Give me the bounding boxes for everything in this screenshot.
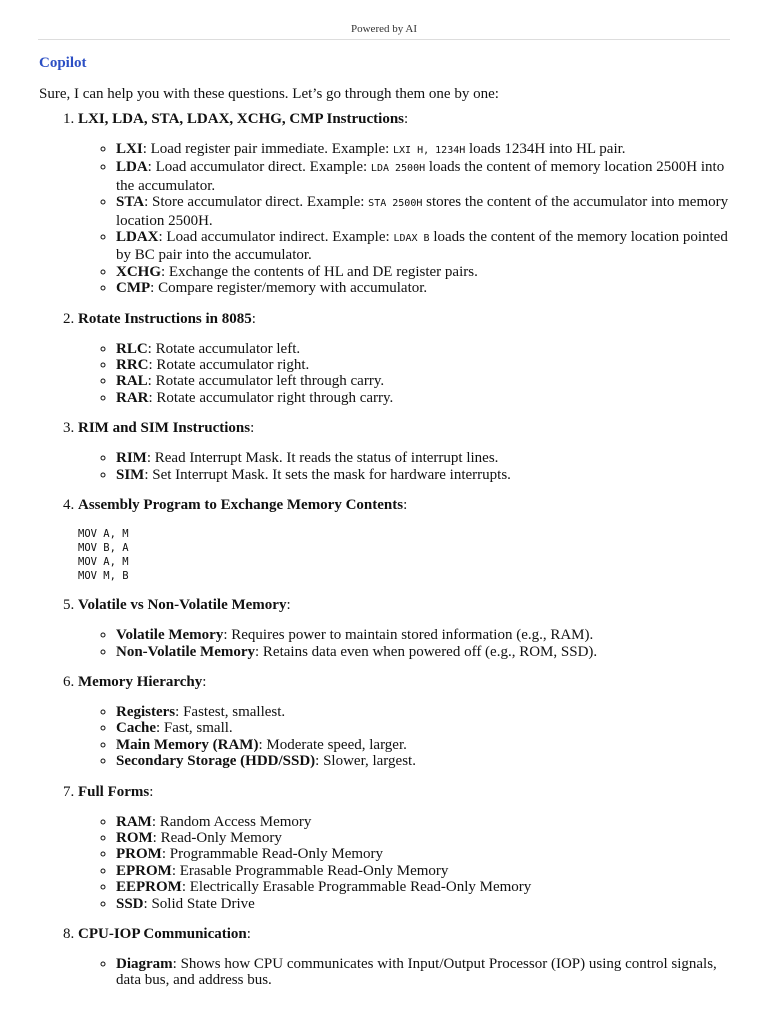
term-label: SIM [116,466,145,483]
list-item [116,814,729,830]
powered-by-label: Powered by AI [351,23,417,35]
list-item [116,879,729,895]
inline-code: LDA 2500H [370,163,426,175]
list-item [116,753,729,769]
term-label: SSD [116,895,144,912]
term-description: : Load register pair immediate. Example: [142,141,394,157]
term-label: LXI [116,141,143,157]
term-label: STA [116,194,145,211]
answer-section: 1. LXI, LDA, STA, LDAX, XCHG, CMP Instructions: ◦ LXI: Load register pair immediate. Example: LXI H, 1234H loads 1234H into HL pair. ◦ LDA: Load accumulator direct. Example: LDA 2500H loads the content of memory location 2500H into the accumulator. ◦ STA: Store accumulator direct. Example: STA 2500H stores the content of the accumulator into memory location 2500H. ◦ LDAX: Load accumulator indirect. Example: LDAX B loads the content of the memory location pointed by BC pair into the accumulator. ◦ XCHG: Exchange the contents of HL and DE register pairs. ◦ CMP: Compare register/memory with accumulator. [78,111,729,297]
term-description: : Shows how CPU communicates with Input/Output Processor (IOP) using control signals, data bus, and address bus. [116,955,717,989]
term-label: RLC [116,340,148,357]
list-item [116,467,729,483]
term-description: : Compare register/memory with accumulator. [150,280,428,297]
list-item [116,280,729,296]
list-item [116,644,729,660]
term-description: : Set Interrupt Mask. It sets the mask for hardware interrupts. [144,466,511,483]
intro-text: Sure, I can help you with these questions. Let’s go through them one by one: [39,86,499,102]
term-description-continued: loads the content of memory location 2500H into the accumulator. [116,159,725,194]
term-description: : Programmable Read-Only Memory [161,846,384,863]
term-description: : Read-Only Memory [152,829,282,846]
list-item [116,704,729,720]
term-label: RAR [116,389,149,406]
bullet-list [78,450,729,483]
answer-section: 5. Volatile vs Non-Volatile Memory: ◦ Volatile Memory: Requires power to maintain stored information (e.g., RAM). ◦ Non-Volatile Memory: Retains data even when powered off (e.g., ROM, SSD). [78,597,729,660]
list-item [116,627,729,643]
term-description: : Load accumulator indirect. Example: [158,229,394,246]
term-label: EEPROM [116,879,182,896]
term-label: RRC [116,357,149,374]
answer-list [39,111,729,989]
term-label: CMP [116,280,151,297]
term-label: RIM [116,450,147,467]
section-heading: Rotate Instructions in 8085 [78,310,252,327]
list-item [116,229,729,264]
term-description: : Exchange the contents of HL and DE register pairs. [161,263,478,280]
bullet-list [78,627,729,660]
term-label: LDA [116,159,148,176]
list-item [116,863,729,879]
list-item [116,450,729,466]
term-description: : Rotate accumulator left through carry. [147,373,385,390]
term-description-continued: stores the content of the accumulator into memory location 2500H. [116,194,729,229]
term-label: Secondary Storage (HDD/SSD) [116,753,316,770]
term-label: RAM [116,813,152,830]
section-heading: Full Forms [78,783,150,800]
list-item [116,373,729,389]
term-description: : Retains data even when powered off (e.g., ROM, SSD). [255,643,598,660]
term-description: : Rotate accumulator right through carry. [148,389,394,406]
term-description: : Fastest, smallest. [175,703,286,720]
term-label: Cache [116,720,156,737]
inline-code: LXI H, 1234H [393,145,466,156]
list-item [116,720,729,736]
term-description: : Load accumulator direct. Example: [147,159,371,176]
bullet-list [78,341,729,407]
term-description: : Moderate speed, larger. [258,736,407,753]
answer-section: 2. Rotate Instructions in 8085: ◦ RLC: Rotate accumulator left. ◦ RRC: Rotate accumulator right. ◦ RAL: Rotate accumulator left through carry. ◦ RAR: Rotate accumulator right through carry. [78,311,729,407]
term-label: Registers [116,703,176,720]
list-item [116,194,729,229]
answer-section: 8. CPU-IOP Communication: ◦ Diagram: Shows how CPU communicates with Input/Output Processor (IOP) using control signals, data bus, and address bus. [78,926,729,989]
list-item [116,357,729,373]
list-item [116,159,729,194]
bullet-list [78,814,729,912]
term-label: PROM [116,846,162,863]
list-item [116,737,729,753]
section-heading: Volatile vs Non-Volatile Memory [78,597,287,614]
section-heading: RIM and SIM Instructions [78,420,251,437]
bullet-list [78,141,729,297]
term-label: EPROM [116,862,172,879]
term-description: : Fast, small. [156,720,233,737]
list-item [116,830,729,846]
term-description: : Electrically Erasable Programmable Read-Only Memory [181,879,532,896]
term-description: : Solid State Drive [143,895,255,912]
list-item [116,141,729,159]
section-heading: Assembly Program to Exchange Memory Contents [78,497,404,514]
answer-section: 4. Assembly Program to Exchange Memory Contents: MOV A, M MOV B, A MOV A, M MOV M, B [78,497,729,583]
term-description: : Rotate accumulator left. [147,340,301,357]
term-description: : Requires power to maintain stored information (e.g., RAM). [223,627,594,644]
header-divider [38,39,730,40]
list-item [116,341,729,357]
term-description: : Rotate accumulator right. [148,357,310,374]
copilot-title: Copilot [39,55,87,71]
list-item [116,846,729,862]
term-description-continued: loads the content of the memory location pointed by BC pair into the accumulator. [116,229,728,264]
term-label: ROM [116,829,153,846]
term-label: RAL [116,373,148,390]
answer-section: 3. RIM and SIM Instructions: ◦ RIM: Read Interrupt Mask. It reads the status of interrupt lines. ◦ SIM: Set Interrupt Mask. It sets the mask for hardware interrupts. [78,420,729,483]
list-item [116,956,729,989]
list-item [116,390,729,406]
term-description: : Slower, largest. [315,753,416,770]
term-description: : Random Access Memory [151,813,312,830]
bullet-list [78,704,729,770]
inline-code: STA 2500H [368,198,423,210]
section-heading: LXI, LDA, STA, LDAX, XCHG, CMP Instructions [78,111,405,127]
term-label: Main Memory (RAM) [116,736,259,753]
list-item [116,264,729,280]
answer-section: 6. Memory Hierarchy: ◦ Registers: Fastest, smallest. ◦ Cache: Fast, small. ◦ Main Memory (RAM): Moderate speed, larger. ◦ Secondary Storage (HDD/SSD): Slower, largest. [78,674,729,770]
term-description: : Read Interrupt Mask. It reads the status of interrupt lines. [146,450,499,467]
response-body [39,53,729,1003]
section-heading: Memory Hierarchy [78,673,203,690]
bullet-list [78,956,729,989]
assembly-code-block: MOV A, M MOV B, A MOV A, M MOV M, B [78,528,129,583]
section-heading: CPU-IOP Communication [78,925,247,942]
term-label: Non-Volatile Memory [116,643,255,660]
term-description-continued: loads 1234H into HL pair. [465,141,626,157]
term-label: Diagram [116,955,173,972]
term-label: LDAX [116,229,159,246]
term-description: : Store accumulator direct. Example: [144,194,369,211]
inline-code: LDAX B [393,233,430,245]
term-label: Volatile Memory [116,627,224,644]
term-label: XCHG [116,263,161,280]
list-item [116,896,729,912]
term-description: : Erasable Programmable Read-Only Memory [171,862,449,879]
answer-section: 7. Full Forms: ◦ RAM: Random Access Memory ◦ ROM: Read-Only Memory ◦ PROM: Programmable Read-Only Memory ◦ EPROM: Erasable Programmable Read-Only Memory ◦ EEPROM: Electrically Erasable Programmable Read-Only Memory ◦ SSD: Solid State Drive [78,784,729,912]
